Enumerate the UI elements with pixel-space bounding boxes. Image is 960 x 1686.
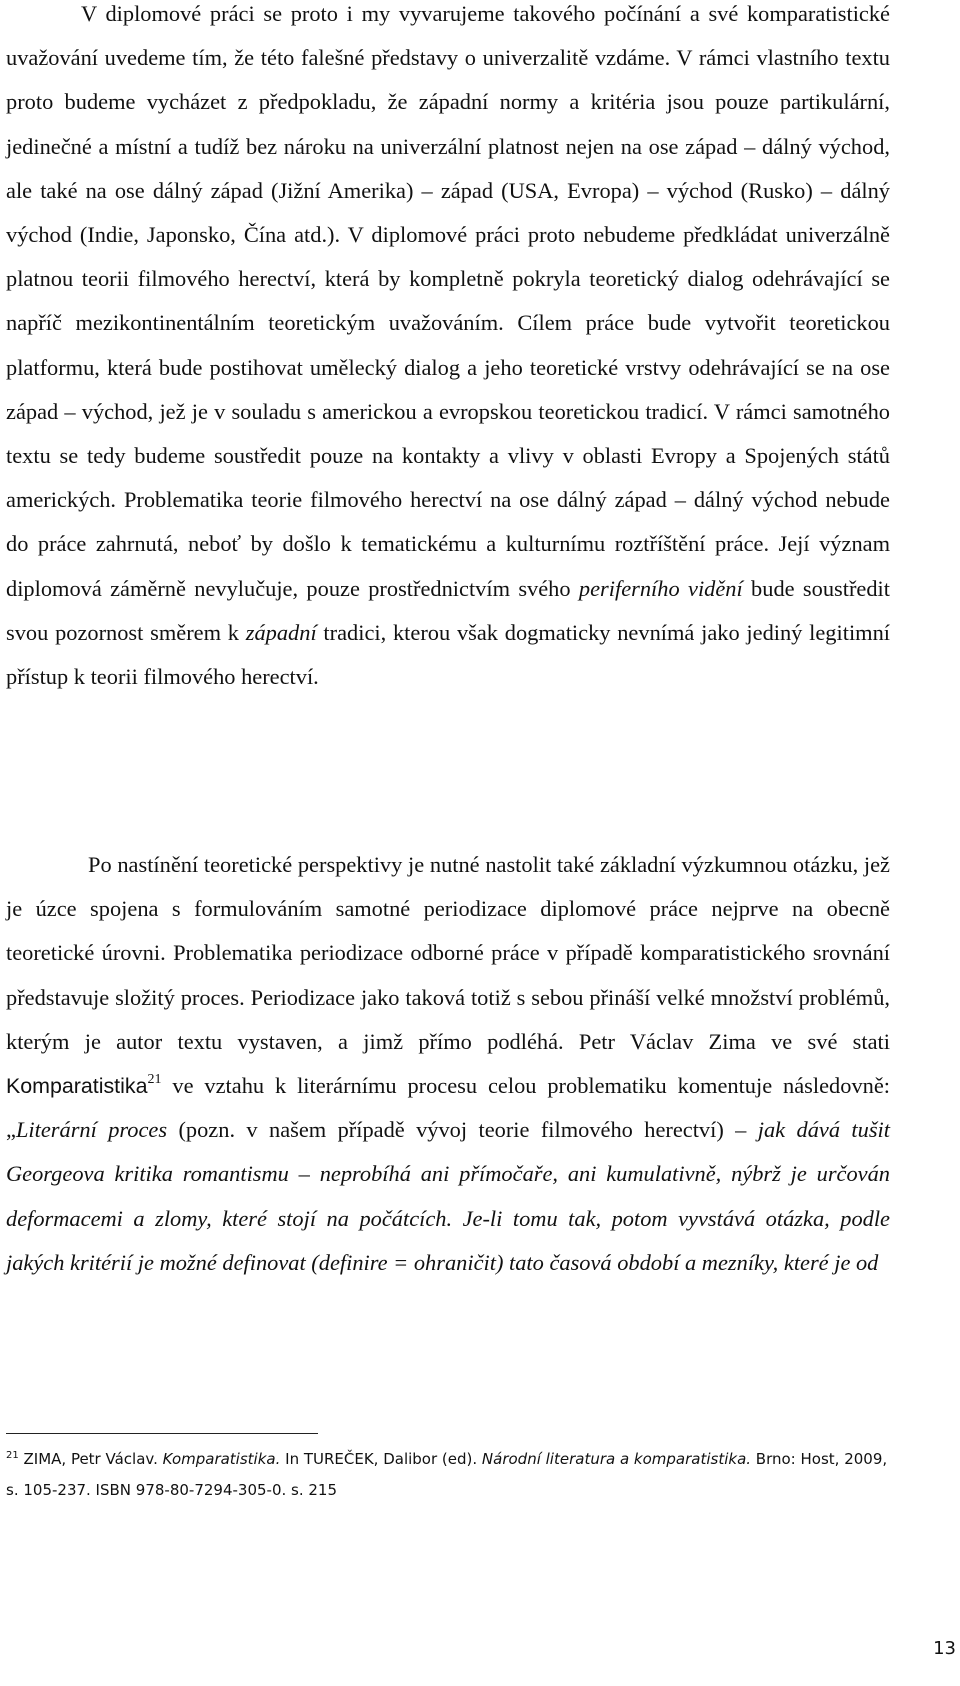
paragraph-text: Cílem práce bude vytvořit teoretickou platformu, která bude postihovat umělecký dialog a jeho teoretické vrstvy odehrávající se na ose západ – východ, jež je v souladu s americkou a evropskou teoretickou tradicí. V rámci samotného textu se tedy budeme soustředit pouze na kontakty a vlivy v oblasti Evropy a Spojených států amerických. Problematika teorie filmového herectví na ose dálný západ – dálný východ nebude do práce zahrnutá, neboť by došlo k tematickému a kulturnímu roztříštění práce. Její význam diplomová záměrně nevylučuje, pouze prostřednictvím svého [6,310,891,601]
page-number: 13 [933,1638,956,1659]
paragraph-text: V diplomové práci proto nebudeme předkládat univerzálně platnou teorii filmového herectví, která by kompletně pokryla teoretický dialog odehrávající se napříč mezikontinentálním teoretickým uvažováním. [6,222,890,336]
paragraph-text: tradici, kterou však dogmaticky nevnímá jako jediný legitimní přístup k teorii filmového herectví. [6,619,890,690]
body-paragraph-2 [6,843,890,1285]
footnote-separator [6,1433,318,1434]
italic-phrase: Literární proces [15,1117,168,1143]
footnote [6,1444,896,1506]
footnote-text: ZIMA, Petr Václav. [18,1450,163,1468]
paragraph-text: (pozn. v našem případě vývoj teorie filmového herectví) – [167,1117,758,1143]
paragraph-text: V diplomové práci se proto i my vyvarujeme takového počínání a své komparatistické uvažování uvedeme tím, že této falešné představy o univerzalitě vzdáme. [6,1,890,71]
italic-phrase: periferního vidění [578,575,743,601]
cited-work-title: Komparatistika [6,1074,148,1099]
paragraph-text: V rámci vlastního textu proto budeme vycházet z předpokladu, že západní normy a kritéria jsou pouze partikulární, jedinečné a místní a tudíž bez nároku na univerzální platnost nejen na ose západ – dálný východ, ale také na ose dálný západ (Jižní Amerika) – západ (USA, Evropa) – východ (Rusko) – dálný východ (Indie, Japonsko, Čína atd.). [6,45,890,248]
paragraph-text: ve vztahu k literárnímu procesu celou problematiku komentuje následovně: „ [6,1073,890,1143]
body-paragraph-1 [6,0,890,699]
italic-word: západní [245,619,317,645]
footnote-italic: Komparatistika. [162,1450,281,1468]
footnote-number: 21 [6,1450,19,1461]
footnote-italic: Národní literatura a komparatistika. [481,1450,752,1468]
paragraph-text: Po nastínění teoretické perspektivy je nutné nastolit také základní výzkumnou otázku, jež je úzce spojena s formulováním samotné periodizace diplomové práce nejprve na obecně teoretické úrovni. Problematika periodizace odborné práce v případě komparatistického srovnání představuje složitý proces. Periodizace jako taková totiž s sebou přináší velké množství problémů, kterým je autor textu vystaven, a jimž přímo podléhá. Petr Václav Zima ve své stati [6,852,890,1054]
footnote-text: In TUREČEK, Dalibor (ed). [280,1450,482,1468]
footnote-reference[interactable]: 21 [147,1072,162,1088]
footnote-text: Brno: Host, 2009, s. 105-237. ISBN 978-80-7294-305-0. s. 215 [6,1450,888,1499]
italic-quotation: jak dává tušit Georgeova kritika romantismu – neprobíhá ani přímočaře, ani kumulativně, nýbrž je určován deformacemi a zlomy, které stojí na počátcích. Je-li tomu tak, potom vyvstává otázka, podle jakých kritérií je možné definovat (definire = ohraničit) tato časová období a mezníky, které je od [6,1117,890,1275]
paragraph-text: bude soustředit svou pozornost směrem k [6,575,890,645]
